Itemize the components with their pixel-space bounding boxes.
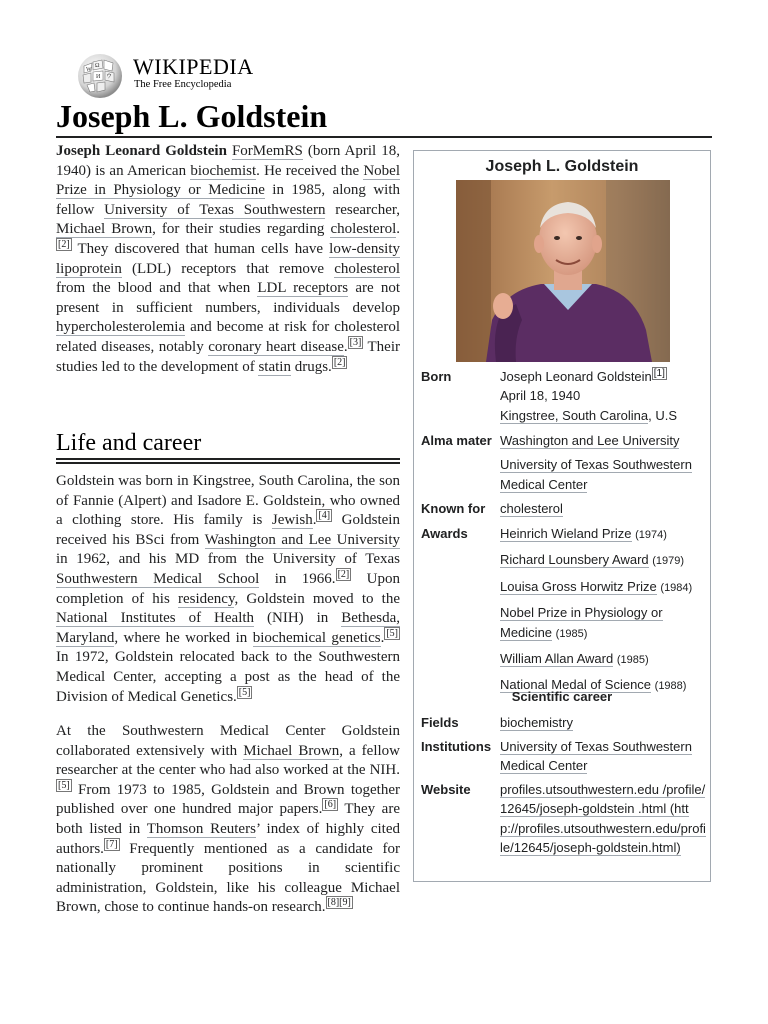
fields-value — [500, 713, 706, 732]
text-run: , Goldstein moved to the — [234, 590, 400, 607]
wordmark: WIKIPEDIA — [133, 54, 254, 79]
citation-link[interactable]: [8][9] — [327, 897, 351, 909]
award-year: (1985) — [555, 627, 588, 640]
link-coronary-heart-disease[interactable]: coronary heart disease — [208, 338, 344, 355]
tagline: The Free Encyclopedia — [134, 79, 232, 90]
portrait-photo[interactable] — [456, 180, 670, 362]
text-run: Goldstein received his BSci from — [56, 512, 400, 548]
text-run: They are both listed in — [56, 801, 400, 837]
text-run: , a fellow researcher at the center who had also worked at the NIH. — [56, 742, 401, 779]
svg-text:W: W — [86, 67, 92, 73]
born-value — [500, 367, 706, 425]
link-award[interactable]: Nobel Prize in Physiology or Medicine — [500, 605, 663, 640]
link-statin[interactable]: statin — [258, 358, 291, 375]
citation-link[interactable]: [2] — [337, 568, 350, 580]
link-cholesterol[interactable]: cholesterol — [330, 221, 397, 238]
fields-label: Fields — [421, 715, 459, 730]
link-award[interactable]: Louisa Gross Horwitz Prize — [500, 578, 657, 594]
wikipedia-globe-icon — [74, 52, 126, 98]
link-hypercholesterolemia[interactable]: hypercholesterolemia — [56, 319, 186, 336]
awards-list — [500, 524, 706, 702]
section-heading: Life and career — [56, 430, 202, 456]
citation-link[interactable]: [5] — [238, 686, 251, 698]
text-run: in 1985, along with fellow — [56, 182, 400, 218]
text-run: ’ index of highly cited authors. — [56, 820, 400, 857]
link-ut-southwestern[interactable]: University of Texas Southwestern Medical Center — [500, 739, 692, 774]
citation-link[interactable]: [3] — [349, 336, 362, 348]
intro-paragraph — [56, 142, 400, 377]
award-year: (1984) — [660, 581, 693, 594]
citation-link[interactable]: [1] — [653, 367, 665, 379]
text-run: . — [312, 512, 317, 529]
page-title: Joseph L. Goldstein — [56, 98, 328, 134]
award-item — [500, 603, 706, 644]
link-jewish[interactable]: Jewish — [271, 512, 313, 529]
link-website[interactable]: profiles.utsouthwestern.edu /profile/12645/joseph-goldstein .html (http://profiles.utsouthwestern.edu/profile/12645/joseph-goldstein.html) — [500, 782, 706, 856]
text-run: in 1966. — [259, 570, 336, 587]
link-ut-southwestern[interactable]: University of Texas Southwestern Medical Center — [500, 457, 692, 492]
text-run: and become at risk for cholesterol related diseases, notably — [56, 319, 400, 355]
text-run: In 1972, Goldstein relocated back to the Southwestern Medical Center, accepting a post as the head of the Division of Medical Genetics. — [56, 649, 400, 705]
link-kingstree[interactable]: Kingstree, South Carolina — [500, 407, 649, 423]
link-award[interactable]: National Medal of Science — [500, 677, 652, 693]
institutions-value — [500, 737, 706, 776]
link-washington-and-lee[interactable]: Washington and Lee University — [204, 531, 401, 548]
text-run: (born April 18, 1940) is an American — [56, 143, 400, 179]
link-michael-brown[interactable]: Michael Brown — [56, 221, 153, 238]
alma-mater-label: Alma mater — [421, 433, 492, 448]
website-value — [500, 780, 706, 858]
citation-link[interactable]: [7] — [105, 838, 118, 850]
link-bethesda[interactable]: Bethesda, Maryland — [56, 610, 400, 646]
text-run: , where he worked in — [114, 629, 253, 646]
text-run: Upon completion of his — [56, 570, 400, 607]
link-residency[interactable]: residency — [177, 590, 235, 607]
born-label: Born — [421, 369, 452, 384]
career-paragraph-2 — [56, 722, 400, 918]
text-run: . — [396, 221, 400, 238]
citation-link[interactable]: [6] — [324, 799, 337, 811]
born-date: April 18, 1940 — [500, 388, 581, 404]
text-run: are not present in sufficient numbers, individuals develop — [56, 280, 400, 316]
link-ut-southwestern[interactable]: University of Texas Southwestern — [104, 201, 326, 218]
career-paragraph-1 — [56, 472, 400, 707]
citation-link[interactable]: [5] — [386, 627, 398, 639]
citation-link[interactable]: [4] — [318, 510, 331, 522]
born-country: , U.S — [648, 407, 678, 423]
text-run: Their studies led to the development of — [56, 338, 401, 375]
svg-text:ウ: ウ — [106, 74, 113, 80]
link-ldl[interactable]: low-density lipoprotein — [56, 240, 400, 277]
text-run: . — [380, 629, 385, 646]
text-run: Goldstein was born in Kingstree, South Carolina, the son of Fannie (Alpert) and Isadore E. Goldstein, who owned a clothing store. His family is — [56, 473, 400, 529]
awards-label: Awards — [421, 526, 468, 541]
text-run: At the Southwestern Medical Center Goldstein collaborated extensively with — [56, 723, 400, 759]
known-for-label: Known for — [421, 501, 486, 516]
institutions-label: Institutions — [421, 739, 492, 754]
citation-link[interactable]: [2] — [58, 238, 70, 250]
award-item — [500, 550, 706, 571]
link-biochemist[interactable]: biochemist — [190, 162, 257, 179]
link-nih[interactable]: National Institutes of Health — [56, 610, 255, 627]
text-run: in 1962, and his MD from the University of Texas — [56, 551, 400, 568]
text-run: . He received the — [256, 162, 364, 179]
wikipedia-logo[interactable] — [74, 52, 254, 98]
text-run: from the blood and that when — [56, 280, 258, 297]
link-thomson-reuters[interactable]: Thomson Reuters — [146, 820, 256, 837]
link-nobel-prize[interactable]: Nobel Prize in Physiology or Medicine — [56, 162, 401, 199]
award-item — [500, 524, 706, 545]
born-name: Joseph Leonard Goldstein — [500, 369, 652, 384]
link-biochemistry[interactable]: biochemistry — [500, 715, 573, 730]
link-award[interactable]: Heinrich Wieland Prize — [500, 526, 632, 541]
text-run: (LDL) receptors that remove — [121, 260, 335, 277]
link-biochemical-genetics[interactable]: biochemical genetics — [252, 629, 381, 646]
link-michael-brown[interactable]: Michael Brown — [243, 742, 340, 759]
svg-text:Ω: Ω — [95, 63, 100, 69]
text-run: From 1973 to 1985, Goldstein and Brown together published over one hundred major papers. — [56, 781, 400, 818]
link-award[interactable]: William Allan Award — [500, 651, 614, 667]
award-year: (1979) — [652, 555, 685, 568]
text-run: (NIH) in — [254, 610, 342, 627]
infobox-title: Joseph L. Goldstein — [485, 158, 639, 175]
text-run: They discovered that human cells have — [71, 240, 330, 257]
citation-link[interactable]: [5] — [58, 779, 70, 791]
link-award[interactable]: Richard Lounsbery Award — [500, 552, 649, 568]
text-run: , for their studies regarding — [152, 221, 331, 238]
alma-mater-value — [500, 431, 706, 494]
award-item — [500, 649, 706, 670]
award-year: (1974) — [635, 529, 667, 541]
known-for-value — [500, 499, 706, 518]
award-item — [500, 577, 706, 598]
link-washington-and-lee[interactable]: Washington and Lee University — [500, 433, 680, 448]
text-run: researcher, — [325, 201, 400, 218]
text-run: Frequently mentioned as a candidate for nationally prominent positions in scientific administration, Goldstein, like his colleague Michael Brown, chose to continue hands-on research. — [56, 840, 400, 916]
text-run: drugs. — [290, 358, 332, 375]
subject-name: Joseph Leonard Goldstein — [56, 143, 227, 159]
link-ldl-receptors[interactable]: LDL receptors — [257, 280, 349, 297]
award-year: (1985) — [616, 654, 649, 667]
infobox-subheading: Scientific career — [511, 689, 613, 704]
link-southwestern-medical-school[interactable]: Southwestern Medical School — [56, 570, 260, 587]
svg-text:И: И — [96, 74, 101, 80]
link-formemrs[interactable]: ForMemRS — [231, 143, 303, 159]
section-divider — [56, 458, 400, 464]
link-cholesterol[interactable]: cholesterol — [500, 501, 563, 516]
website-label: Website — [421, 782, 471, 797]
award-year: (1988) — [654, 680, 687, 693]
citation-link[interactable]: [2] — [333, 356, 346, 368]
title-divider — [56, 136, 712, 138]
infobox — [413, 150, 711, 882]
link-cholesterol[interactable]: cholesterol — [334, 260, 400, 277]
text-run: . — [343, 338, 348, 355]
